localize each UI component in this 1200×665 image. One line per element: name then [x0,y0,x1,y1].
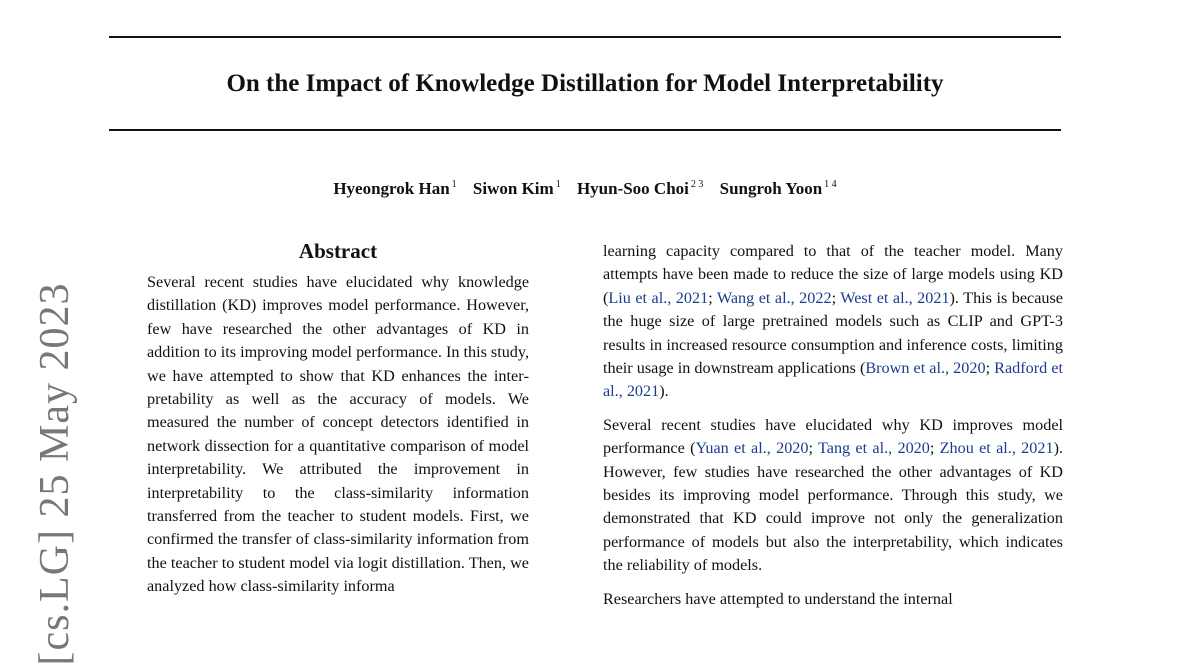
author [473,179,561,198]
author-affiliation: 1 [555,179,561,190]
author-list [109,174,1061,200]
author-affiliation: 2 3 [690,179,704,190]
author-name: Hyeongrok Han [333,178,450,198]
citation-link[interactable]: West et al., 2021 [840,288,950,307]
separator: ; [929,439,940,458]
intro-paragraph-1 [603,240,1063,404]
author [720,179,837,198]
paper-title: On the Impact of Knowledge Distillation for Model Interpretability [226,70,944,97]
separator: ; [708,288,717,307]
paragraph-text: Researchers have attempted to understand the internal [603,589,953,608]
author [577,179,703,198]
citation-link[interactable]: Wang et al., 2022 [716,288,832,307]
intro-paragraph-3 [603,588,1063,611]
intro-column [603,240,1063,621]
author-name: Siwon Kim [472,178,554,198]
arxiv-stamp: [cs.LG] 25 May 2023 [32,282,78,665]
citation-link[interactable]: Tang et al., 2020 [818,439,930,458]
citation-link[interactable]: Zhou et al., 2021 [939,439,1054,458]
citation-link[interactable]: Brown et al., 2020 [865,359,986,378]
separator: ; [831,288,841,307]
intro-paragraph-2 [603,414,1063,578]
paragraph-text: ). However, few studies have researched the other advantages of KD besides its improving model performance. Through this study, we demonstrated that KD could improve not only the generalization performance of models but also the interpretability, which indicates the reliability of models. [603,439,1063,575]
citation-link[interactable]: Yuan et al., 2020 [695,439,809,458]
separator: ; [808,439,818,458]
title-rule-top [109,36,1061,38]
author-affiliation: 1 [451,179,457,190]
paragraph-text: Several recent studies have elucidated why KD improves model performance ( [603,415,1063,458]
author-name: Hyun-Soo Choi [576,178,689,198]
paragraph-text: learning capacity compared to that of the teacher model. Many attempts have been made to reduce the size of large models using KD ( [603,242,1063,307]
title-rule-bottom [109,129,1061,131]
separator: ; [985,359,995,378]
abstract-text: Several recent studies have elucidated why knowledge distillation (KD) improves model performance. However, few have researched the other advantages of KD in addition to its improving model performance. In this study, we have attempted to show that KD enhances the interpretability as well as the accuracy of models. We measured the number of concept detectors identified in network dissection for a quantitative comparison of model interpretability. We attributed the improvement in interpretability to the class-similarity information transferred from the teacher to student models. First, we confirmed the transfer of class-similarity information from the teacher to student model via logit distillation. Then, we analyzed how class-similarity informa [147,273,529,596]
paragraph-text: ). This is because the huge size of large pretrained models such as CLIP and GPT-3 results in increased resource consumption and inference costs, limiting their usage in downstream applications ( [603,288,1063,378]
abstract-body [147,271,529,609]
author [333,179,456,198]
author-affiliation: 1 4 [824,179,837,190]
paragraph-text: ). [659,382,669,401]
citation-link[interactable]: Radford et al., 2021 [603,359,1063,401]
citation-link[interactable]: Liu et al., 2021 [608,288,709,307]
abstract-heading: Abstract [298,239,378,263]
author-name: Sungroh Yoon [719,178,823,198]
